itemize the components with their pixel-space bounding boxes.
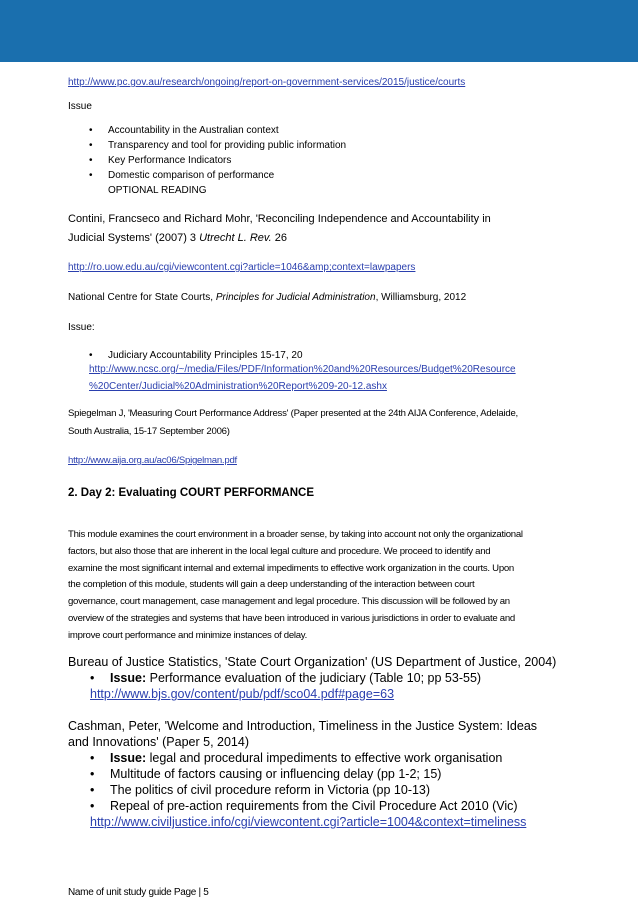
citation-spiegelman-line1: Spiegelman J, 'Measuring Court Performance Address' (Paper presented at the 24th AIJA Conference, Adelaide, (68, 408, 518, 419)
citation-cashman-line2: and Innovations' (Paper 5, 2014) (68, 735, 249, 749)
link-civiljustice[interactable]: http://www.civiljustice.info/cgi/viewcontent.cgi?article=1004&context=timeliness (90, 815, 527, 829)
link-aija[interactable]: http://www.aija.org.au/ac06/Spigelman.pdf (68, 455, 237, 466)
citation-contini-line2: Judicial Systems' (2007) 3 Utrecht L. Rev. 26 (68, 232, 287, 244)
link-ncsc-line1[interactable]: http://www.ncsc.org/~/media/Files/PDF/Information%20and%20Resources/Budget%20Resource (89, 364, 516, 375)
list-item: The politics of civil procedure reform in Victoria (pp 10-13) (110, 783, 431, 797)
list-item: Issue: Performance evaluation of the judiciary (Table 10; pp 53-55) (110, 671, 482, 685)
list-item: Issue: legal and procedural impediments to effective work organisation (110, 751, 503, 765)
list-item: Judiciary Accountability Principles 15-17, 20 (108, 350, 303, 361)
list-item: Repeal of pre-action requirements from the Civil Procedure Act 2010 (Vic) (110, 799, 518, 813)
bullet-icon: • (89, 350, 93, 361)
paragraph-line: overview of the strategies and systems that have been introduced in various jurisdictions in order to evaluate and (68, 612, 515, 624)
bullet-icon: • (89, 125, 93, 136)
link-uow[interactable]: http://ro.uow.edu.au/cgi/viewcontent.cgi?article=1046&amp;context=lawpapers (68, 262, 416, 273)
paragraph-line: factors, but also those that are inherent in the local legal culture and procedure. We proceed to identify and (68, 545, 491, 557)
section-heading: 2. Day 2: Evaluating COURT PERFORMANCE (68, 487, 315, 499)
list-item: Multitude of factors causing or influencing delay (pp 1-2; 15) (110, 767, 442, 781)
bullet-icon: • (89, 140, 93, 151)
paragraph-line: governance, court management, case management and legal procedure. This discussion will be followed by an (68, 596, 510, 608)
list-item: Accountability in the Australian context (108, 125, 279, 136)
paragraph-line: improve court performance and minimize instances of delay. (68, 629, 307, 641)
link-ncsc-line2[interactable]: %20Center/Judicial%20Administration%20Report%209-20-12.ashx (89, 381, 387, 392)
issue-label: Issue (68, 101, 92, 112)
bullet-icon: • (90, 783, 95, 797)
optional-reading-label: OPTIONAL READING (108, 185, 207, 196)
citation-spiegelman-line2: South Australia, 15-17 September 2006) (68, 426, 230, 437)
bullet-icon: • (90, 751, 95, 765)
bullet-icon: • (90, 671, 95, 685)
bullet-icon: • (89, 170, 93, 181)
list-item: Transparency and tool for providing public information (108, 140, 347, 151)
issue-label: Issue: (68, 322, 95, 333)
citation-ncsc: National Centre for State Courts, Principles for Judicial Administration, Williamsburg, 2012 (68, 292, 467, 303)
paragraph-line: examine the most significant internal and external impediments to effective work organization in the courts. Upon (68, 562, 514, 574)
page-footer: Name of unit study guide Page | 5 (68, 887, 209, 898)
link-pc-gov[interactable]: http://www.pc.gov.au/research/ongoing/report-on-government-services/2015/justice/courts (68, 77, 466, 88)
paragraph-line: the completion of this module, students will gain a deep understanding of the interaction between court (68, 579, 475, 591)
module-description (68, 527, 573, 645)
citation-contini-line1: Contini, Francseco and Richard Mohr, 'Reconciling Independence and Accountability in (68, 213, 491, 225)
bullet-icon: • (90, 767, 95, 781)
bullet-icon: • (90, 799, 95, 813)
bullet-icon: • (89, 155, 93, 166)
link-bjs[interactable]: http://www.bjs.gov/content/pub/pdf/sco04.pdf#page=63 (90, 687, 395, 701)
paragraph-line: This module examines the court environment in a broader sense, by taking into account not only the organizational (68, 529, 523, 540)
header-banner (0, 0, 638, 62)
citation-bureau: Bureau of Justice Statistics, 'State Court Organization' (US Department of Justice, 2004) (68, 655, 557, 669)
list-item: Key Performance Indicators (108, 155, 232, 166)
citation-cashman-line1: Cashman, Peter, 'Welcome and Introduction, Timeliness in the Justice System: Ideas (68, 719, 538, 733)
list-item: Domestic comparison of performance (108, 170, 275, 181)
